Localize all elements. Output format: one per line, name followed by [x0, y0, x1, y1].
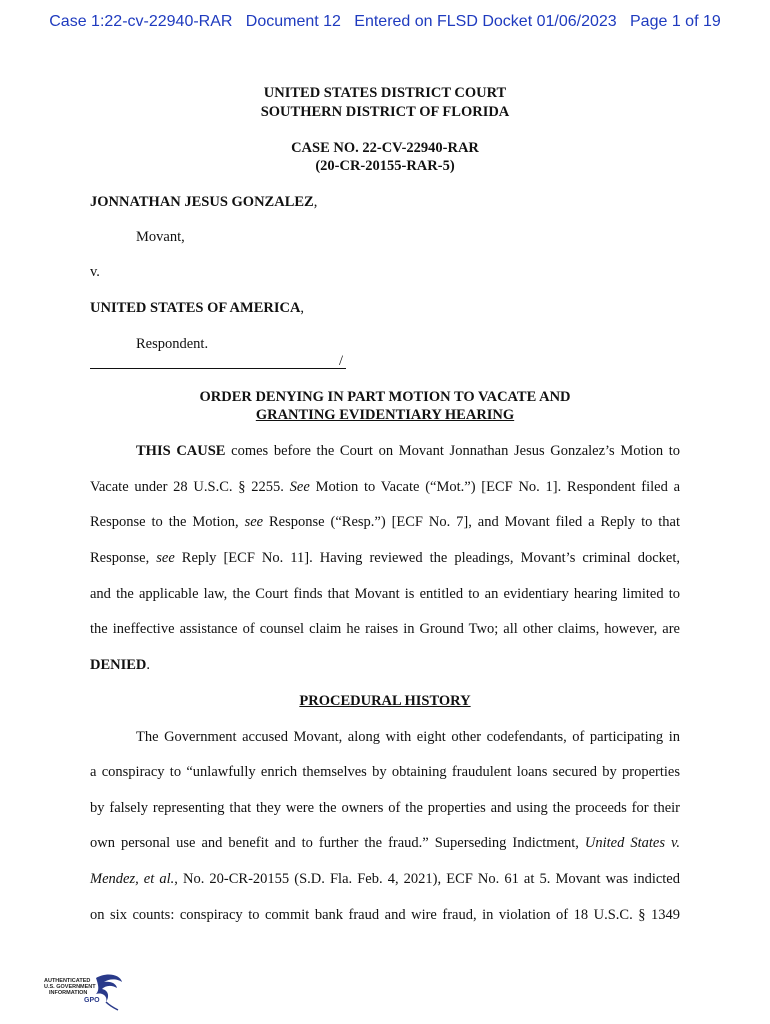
respondent-name: UNITED STATES OF AMERICA — [90, 300, 301, 316]
movant-comma: , — [313, 194, 318, 210]
paragraph1-line3 — [90, 513, 680, 531]
order-title-line1: ORDER DENYING IN PART MOTION TO VACATE AND — [199, 389, 571, 405]
paragraph2-line3: by falsely representing that they were the owners of the properties and using the proceeds for their — [90, 800, 680, 816]
p2-l5b: , No. 20-CR-20155 (S.D. Fla. Feb. 4, 2021), ECF No. 61 at 5. Movant was indicted — [174, 871, 680, 887]
p1-l3b: Response (“Resp.”) [ECF No. 7], and Movant filed a Reply to that — [269, 514, 681, 530]
case-number: CASE NO. 22-CV-22940-RAR — [291, 140, 479, 156]
section-heading-procedural-history: PROCEDURAL HISTORY — [299, 693, 471, 709]
movant-name: JONNATHAN JESUS GONZALEZ — [90, 194, 314, 210]
docket-header-stamp: Case 1:22-cv-22940-RAR Document 12 Entered on FLSD Docket 01/06/2023 Page 1 of 19 — [49, 13, 721, 30]
gpo-eagle-icon — [88, 972, 128, 1016]
paragraph1-line4 — [90, 549, 680, 567]
respondent-name-line — [90, 299, 304, 317]
criminal-case-number: (20-CR-20155-RAR-5) — [315, 158, 455, 174]
p1-l2b: Motion to Vacate (“Mot.”) [ECF No. 1]. Respondent filed a — [315, 479, 681, 495]
p1-l3-see: see — [244, 514, 264, 530]
paragraph1-line7 — [90, 656, 150, 674]
versus: v. — [90, 264, 100, 280]
respondent-comma: , — [300, 300, 305, 316]
denied: DENIED — [90, 657, 147, 673]
paragraph1-line2 — [90, 478, 680, 496]
movant-name-line — [90, 193, 317, 211]
court-name-line2: SOUTHERN DISTRICT OF FLORIDA — [260, 104, 510, 120]
gpo-line2: U.S. GOVERNMENT — [44, 984, 96, 990]
paragraph2-line6: on six counts: conspiracy to commit bank fraud and wire fraud, in violation of 18 U.S.C. § 1349 — [90, 907, 680, 923]
court-name-line1: UNITED STATES DISTRICT COURT — [263, 85, 507, 101]
movant-role: Movant, — [136, 229, 185, 245]
paragraph1-line1-text: comes before the Court on Movant Jonnathan Jesus Gonzalez’s Motion to — [231, 443, 681, 459]
p2-l4a: own personal use and benefit and to further the fraud.” Superseding Indictment, — [90, 835, 579, 851]
p1-l4b: Reply [ECF No. 11]. Having reviewed the pleadings, Movant’s criminal docket, — [181, 550, 681, 566]
p1-l4a: Response, — [90, 550, 150, 566]
paragraph2-line2: a conspiracy to “unlawfully enrich themselves by obtaining fraudulent loans secured by properties — [90, 764, 680, 780]
gpo-mark: GPO — [84, 997, 100, 1004]
p2-l5-case: Mendez, et al. — [90, 871, 175, 887]
p1-l4-see: see — [156, 550, 175, 566]
paragraph2-line5 — [90, 870, 680, 888]
paragraph2-line4 — [90, 834, 680, 852]
respondent-role: Respondent. — [136, 336, 209, 352]
paragraph1-line5: and the applicable law, the Court finds that Movant is entitled to an evidentiary hearing limited to — [90, 586, 680, 602]
caption-divider-line — [90, 368, 346, 369]
this-cause: THIS CAUSE — [136, 443, 226, 459]
caption-slash: / — [339, 353, 344, 369]
paragraph1-line1 — [136, 442, 680, 460]
p1-l2a: Vacate under 28 U.S.C. § 2255. — [90, 479, 284, 495]
gpo-line1: AUTHENTICATED — [44, 978, 91, 984]
p1-l7-end: . — [146, 657, 151, 673]
order-title-line2: GRANTING EVIDENTIARY HEARING — [255, 407, 515, 423]
paragraph2-line1: The Government accused Movant, along with eight other codefendants, of participating in — [136, 729, 680, 745]
p1-l2-see: See — [289, 479, 310, 495]
paragraph1-line6: the ineffective assistance of counsel claim he raises in Ground Two; all other claims, however, are — [90, 621, 680, 637]
p1-l3a: Response to the Motion, — [90, 514, 239, 530]
p2-l4-case: United States v. — [584, 835, 680, 851]
gpo-line3: INFORMATION — [49, 990, 88, 996]
gpo-authenticated-logo — [44, 972, 134, 1018]
